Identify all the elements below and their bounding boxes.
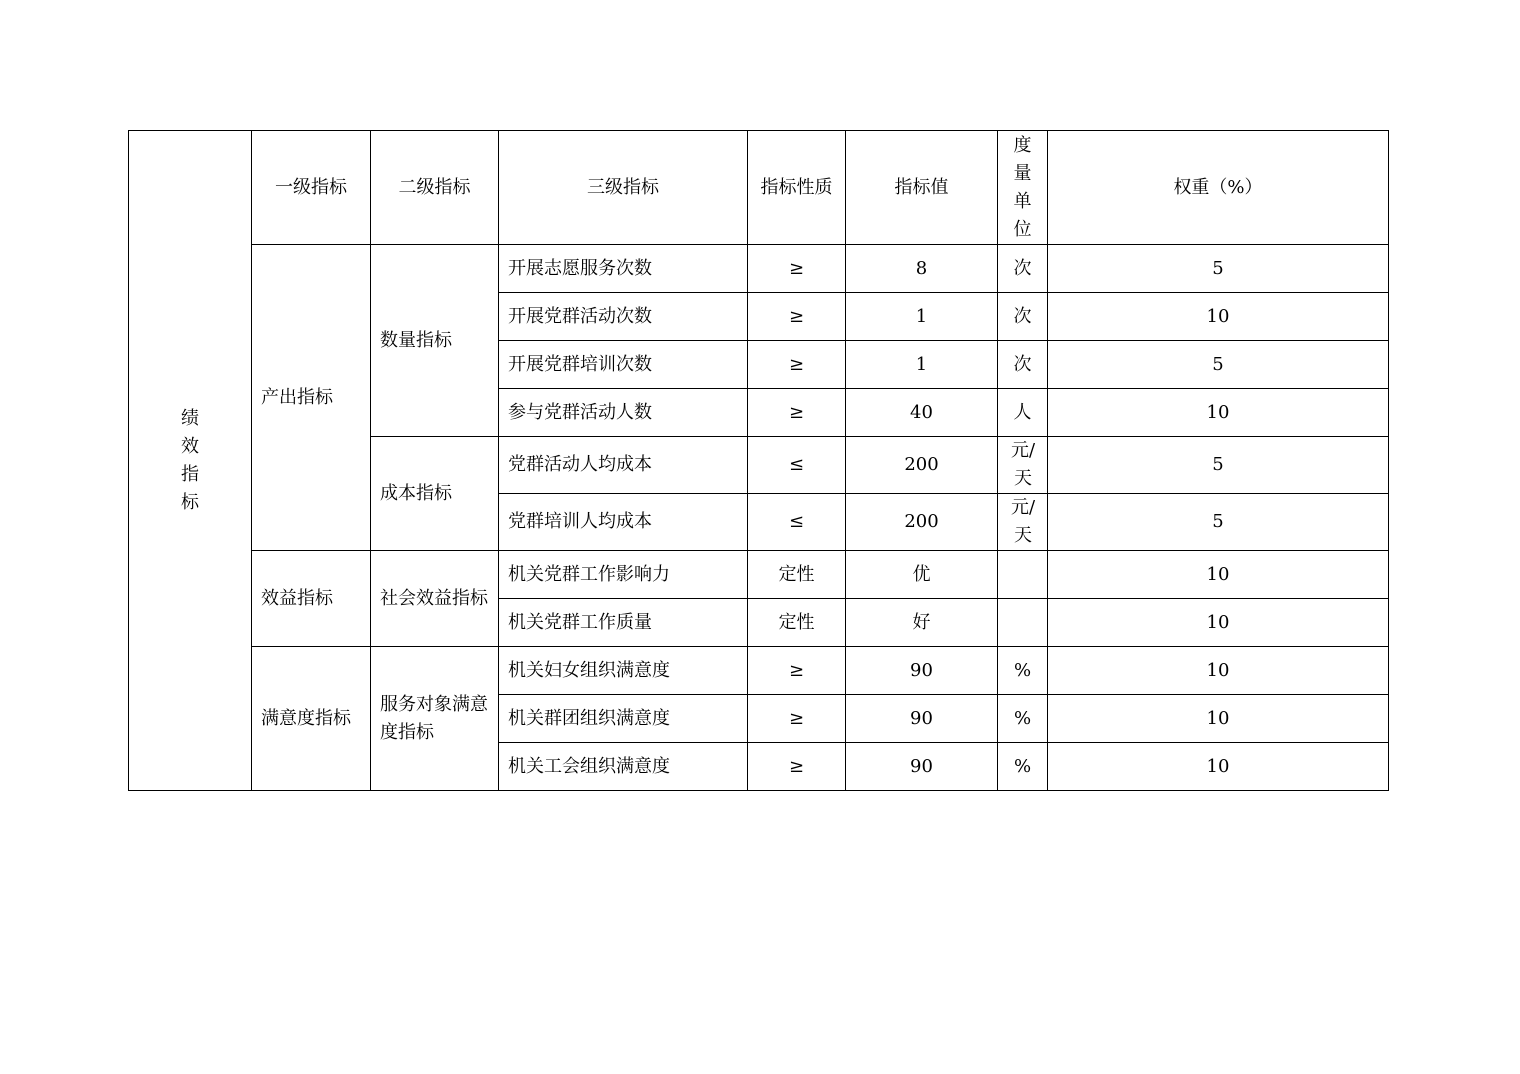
row-name: 机关党群工作影响力 — [499, 551, 748, 599]
row-weight: 10 — [1048, 599, 1389, 647]
row-nature: ≥ — [748, 341, 846, 389]
row-value: 优 — [846, 551, 998, 599]
row-nature: ≥ — [748, 389, 846, 437]
row-unit: % — [998, 743, 1048, 791]
row-name: 党群培训人均成本 — [499, 494, 748, 551]
row-unit: 人 — [998, 389, 1048, 437]
group-quantity: 数量指标 — [371, 245, 499, 437]
row-unit-cell — [998, 437, 1048, 494]
row-name: 机关工会组织满意度 — [499, 743, 748, 791]
side-label: 绩效指标 — [181, 407, 199, 513]
row-weight: 10 — [1048, 551, 1389, 599]
group-output: 产出指标 — [252, 245, 371, 551]
performance-indicator-table — [128, 130, 1389, 791]
row-unit — [998, 599, 1048, 647]
row-nature: 定性 — [748, 599, 846, 647]
row-unit-cell — [998, 494, 1048, 551]
row-value: 好 — [846, 599, 998, 647]
row-weight: 5 — [1048, 494, 1389, 551]
table-row — [129, 647, 1389, 695]
row-nature: ≥ — [748, 245, 846, 293]
row-value: 8 — [846, 245, 998, 293]
header-value: 指标值 — [846, 131, 998, 245]
header-level2: 二级指标 — [371, 131, 499, 245]
table-row — [129, 245, 1389, 293]
row-nature: ≥ — [748, 695, 846, 743]
row-nature: 定性 — [748, 551, 846, 599]
row-weight: 5 — [1048, 341, 1389, 389]
row-nature: ≤ — [748, 494, 846, 551]
row-value: 90 — [846, 695, 998, 743]
row-nature: ≤ — [748, 437, 846, 494]
header-level1: 一级指标 — [252, 131, 371, 245]
row-unit: % — [998, 647, 1048, 695]
row-name: 开展党群培训次数 — [499, 341, 748, 389]
row-weight: 10 — [1048, 389, 1389, 437]
row-weight: 5 — [1048, 437, 1389, 494]
row-name: 参与党群活动人数 — [499, 389, 748, 437]
row-value: 200 — [846, 494, 998, 551]
row-name: 党群活动人均成本 — [499, 437, 748, 494]
header-unit: 度量单位 — [1013, 134, 1032, 240]
row-value: 200 — [846, 437, 998, 494]
header-nature: 指标性质 — [748, 131, 846, 245]
row-name: 开展党群活动次数 — [499, 293, 748, 341]
group-benefit: 效益指标 — [252, 551, 371, 647]
row-weight: 10 — [1048, 743, 1389, 791]
row-name: 机关群团组织满意度 — [499, 695, 748, 743]
row-unit: 次 — [998, 245, 1048, 293]
row-nature: ≥ — [748, 293, 846, 341]
row-unit: % — [998, 695, 1048, 743]
table-row — [129, 551, 1389, 599]
row-unit — [998, 551, 1048, 599]
row-weight: 10 — [1048, 293, 1389, 341]
row-nature: ≥ — [748, 647, 846, 695]
row-unit: 元/天 — [1010, 497, 1036, 546]
row-value: 1 — [846, 293, 998, 341]
row-name: 开展志愿服务次数 — [499, 245, 748, 293]
header-row — [129, 131, 1389, 245]
group-social-benefit: 社会效益指标 — [371, 551, 499, 647]
side-label-cell — [129, 131, 252, 791]
group-service-satisfaction: 服务对象满意度指标 — [371, 647, 499, 791]
row-value: 1 — [846, 341, 998, 389]
row-weight: 10 — [1048, 695, 1389, 743]
row-unit: 元/天 — [1010, 440, 1036, 489]
group-satisfaction: 满意度指标 — [252, 647, 371, 791]
header-unit-cell — [998, 131, 1048, 245]
row-nature: ≥ — [748, 743, 846, 791]
row-weight: 5 — [1048, 245, 1389, 293]
row-value: 90 — [846, 647, 998, 695]
row-value: 40 — [846, 389, 998, 437]
row-unit: 次 — [998, 293, 1048, 341]
row-weight: 10 — [1048, 647, 1389, 695]
group-cost: 成本指标 — [371, 437, 499, 551]
row-name: 机关党群工作质量 — [499, 599, 748, 647]
row-name: 机关妇女组织满意度 — [499, 647, 748, 695]
row-unit: 次 — [998, 341, 1048, 389]
header-weight: 权重（%） — [1048, 131, 1389, 245]
header-level3: 三级指标 — [499, 131, 748, 245]
row-value: 90 — [846, 743, 998, 791]
